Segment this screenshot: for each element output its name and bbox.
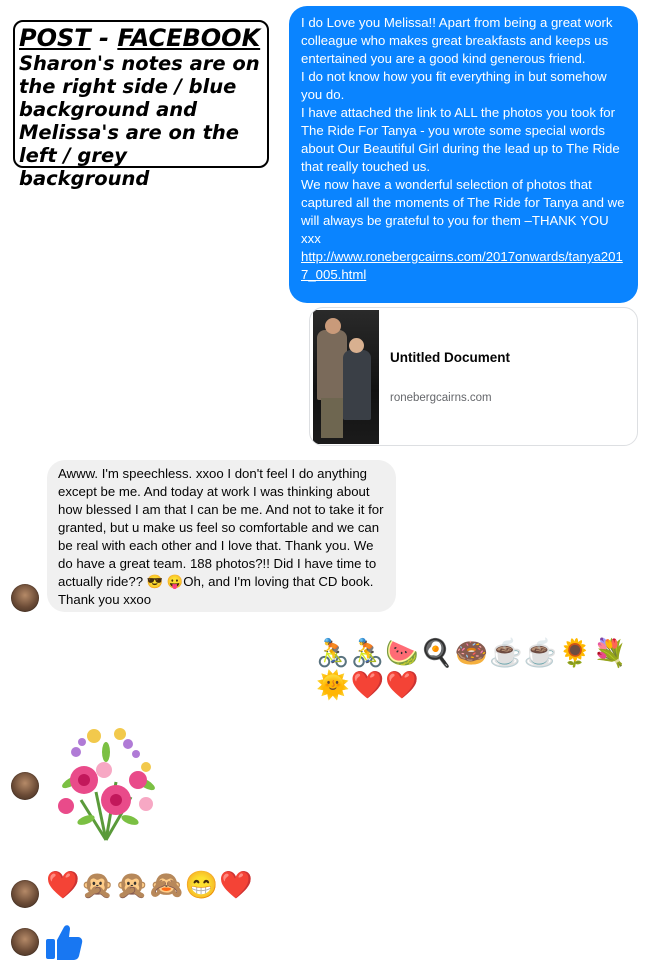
flower-bouquet-sticker-icon[interactable] — [46, 722, 166, 844]
note-title-separator: - — [90, 24, 118, 52]
received-emoji-message[interactable]: ❤️🙊🙊🙈😁❤️ — [46, 870, 254, 900]
note-title — [19, 24, 263, 52]
post-facebook-note — [13, 20, 269, 190]
note-title-facebook: FACEBOOK — [117, 24, 261, 52]
sent-message-paragraph: I do not know how you fit everything in but somehow you do. — [301, 69, 607, 102]
note-title-post: POST — [19, 24, 91, 52]
sent-message-bubble[interactable] — [289, 6, 638, 303]
thumbs-up-icon[interactable] — [44, 922, 84, 962]
link-preview-title: Untitled Document — [390, 350, 510, 365]
link-preview-domain: ronebergcairns.com — [390, 392, 492, 404]
note-body: Sharon's notes are on the right side / blue background and Melissa's are on the left / grey background — [19, 52, 260, 190]
sent-message-paragraph: We now have a wonderful selection of photos that captured all the moments of The Ride for Tanya and we will always be grateful to you for them –THANK YOU xxx — [301, 177, 625, 246]
avatar-icon[interactable] — [11, 584, 39, 612]
avatar-icon[interactable] — [11, 928, 39, 956]
photos-link[interactable]: http://www.ronebergcairns.com/2017onwards/tanya2017_005.html — [301, 249, 623, 282]
sent-emoji-message-line2[interactable]: 🌞❤️❤️ — [316, 670, 420, 700]
sent-message-paragraph: I do Love you Melissa!! Apart from being a great work colleague who makes great breakfasts and keeps us entertained you are a good kind generous friend. — [301, 15, 613, 66]
received-message-bubble[interactable] — [47, 460, 396, 612]
sent-message-paragraph: I have attached the link to ALL the photos you took for The Ride For Tanya - you wrote some special words about Our Beautiful Girl during the lead up to The Ride that really touched us. — [301, 105, 620, 174]
link-preview-card[interactable] — [309, 307, 638, 446]
received-message-text: Awww. I'm speechless. xxoo I don't feel I do anything except be me. And today at work I was thinking about how blessed I am that I can be me. And not to take it for granted, but u make us feel so comfortable and we can be real with each other and I love that. Thank you. We do have a great team. 188 photos?!! Did I have time to actually ride?? 😎 😛Oh, and I'm loving that CD book. Thank you xxoo — [58, 466, 384, 607]
avatar-icon[interactable] — [11, 880, 39, 908]
link-preview-thumbnail — [313, 310, 379, 444]
avatar-icon[interactable] — [11, 772, 39, 800]
sent-emoji-message-line1[interactable]: 🚴🚴🍉🍳🍩☕☕🌻💐 — [316, 638, 628, 668]
